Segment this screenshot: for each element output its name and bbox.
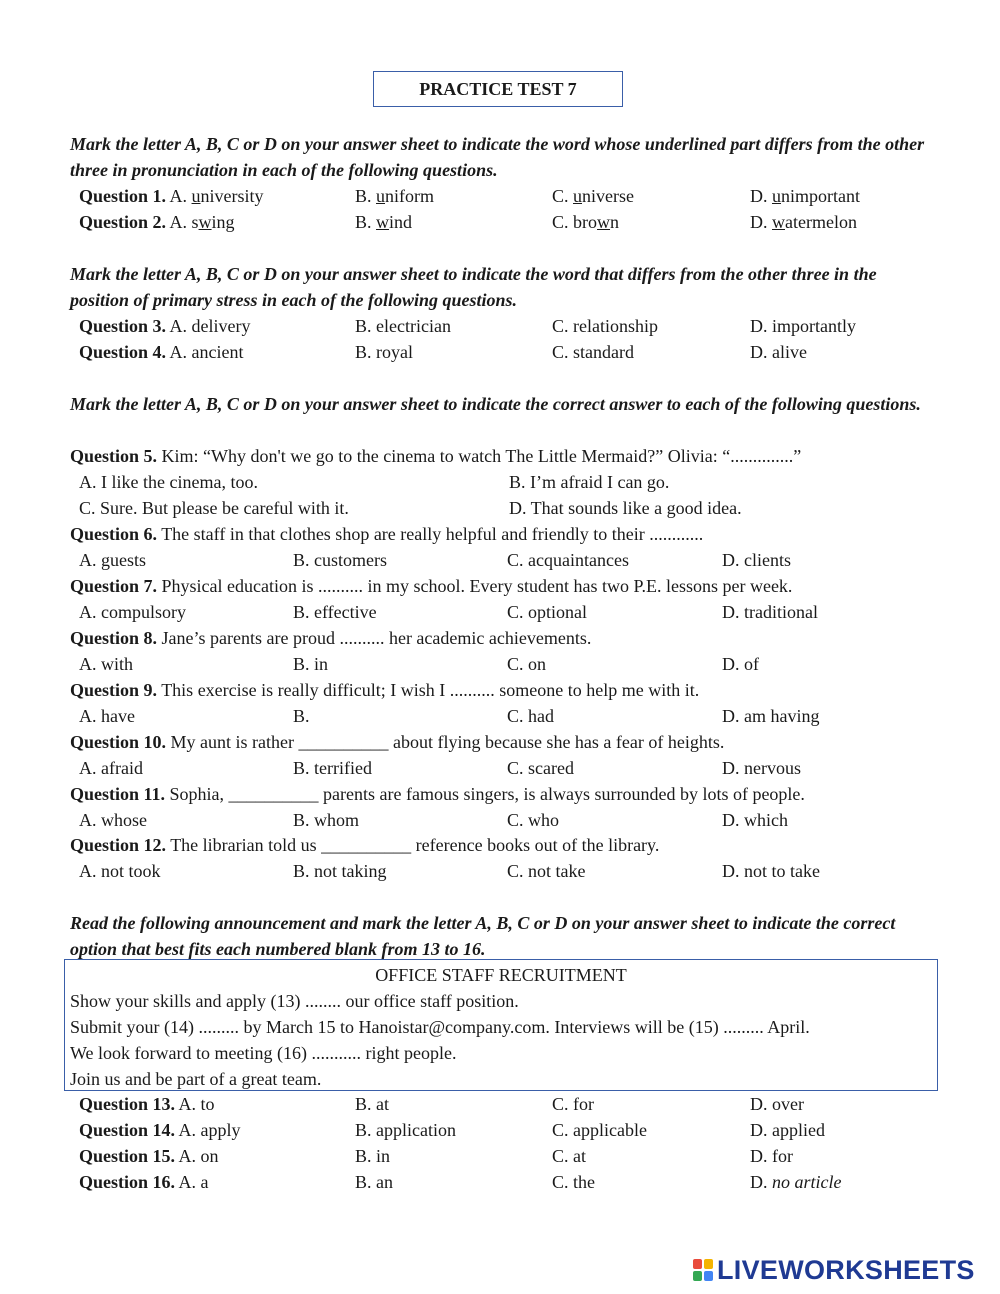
option-b[interactable]: B. electrician (355, 316, 451, 336)
option-a[interactable]: A. whose (79, 810, 147, 830)
option-a[interactable]: A. have (79, 706, 135, 726)
section4-instruction: Read the following announcement and mark the letter A, B, C or D on your answer sheet to indicate the correct option that best fits each numbered blank from 13 to 16. (70, 913, 896, 959)
option-c[interactable]: C. not take (507, 861, 586, 881)
question-label: Question 2. (79, 212, 167, 232)
announcement-title: OFFICE STAFF RECRUITMENT (375, 965, 627, 985)
option-b[interactable]: B. customers (293, 550, 387, 570)
option-b[interactable]: B. terrified (293, 758, 372, 778)
option-d[interactable]: D. over (750, 1094, 804, 1114)
announcement-line: Submit your (14) ......... by March 15 to Hanoistar@company.com. Interviews will be (15) ......... April. (70, 1017, 810, 1037)
option-a[interactable]: A. compulsory (79, 602, 186, 622)
option-d[interactable]: D. applied (750, 1120, 825, 1140)
option-d[interactable]: D. clients (722, 550, 791, 570)
section1-instruction: Mark the letter A, B, C or D on your answer sheet to indicate the word whose underlined part differs from the other three in pronunciation in each of the following questions. (70, 134, 925, 180)
option-c[interactable]: C. for (552, 1094, 594, 1114)
option-c[interactable]: C. Sure. But please be careful with it. (79, 498, 349, 518)
option-c[interactable]: C. at (552, 1146, 586, 1166)
question-stem-12: Question 12. The librarian told us __________ reference books out of the library. (70, 835, 660, 855)
liveworksheets-logo (693, 1255, 975, 1285)
option-b[interactable]: B. in (355, 1146, 391, 1166)
option-b[interactable]: B. application (355, 1120, 456, 1140)
option-d[interactable]: D. nervous (722, 758, 801, 778)
option-a[interactable]: A. on (178, 1146, 219, 1166)
option-b[interactable]: B. in (293, 654, 329, 674)
section3-instruction: Mark the letter A, B, C or D on your answer sheet to indicate the correct answer to each of the following questions. (70, 394, 921, 414)
option-d[interactable]: D. importantly (750, 316, 856, 336)
option-a[interactable]: A. I like the cinema, too. (79, 472, 258, 492)
question-stem-8: Question 8. Jane’s parents are proud .......... her academic achievements. (70, 628, 592, 648)
option-b[interactable]: B. an (355, 1172, 393, 1192)
question-label: Question 3. (79, 316, 167, 336)
question-stem-9: Question 9. This exercise is really difficult; I wish I .......... someone to help me with it. (70, 680, 700, 700)
option-b[interactable]: B. (293, 706, 310, 726)
option-b[interactable]: B. uniform (355, 186, 435, 206)
question-label: Question 1. (79, 186, 167, 206)
question-stem-5: Question 5. Kim: “Why don't we go to the cinema to watch The Little Mermaid?” Olivia: “..............” (70, 446, 802, 466)
option-a[interactable]: A. afraid (79, 758, 143, 778)
announcement-line: Show your skills and apply (13) ........ our office staff position. (70, 991, 519, 1011)
question-label: Question 13. (79, 1094, 176, 1114)
liveworksheets-logo-text: LIVEWORKSHEETS (717, 1254, 975, 1285)
announcement-line: Join us and be part of a great team. (70, 1069, 322, 1089)
option-d[interactable]: D. alive (750, 342, 807, 362)
section2-instruction: Mark the letter A, B, C or D on your answer sheet to indicate the word that differs from the other three in the position of primary stress in each of the following questions. (70, 264, 877, 310)
option-a[interactable]: A. not took (79, 861, 161, 881)
option-d[interactable]: D. of (722, 654, 759, 674)
question-label: Question 14. (79, 1120, 176, 1140)
option-a[interactable]: A. guests (79, 550, 146, 570)
question-stem-11: Question 11. Sophia, __________ parents are famous singers, is always surrounded by lots of people. (70, 784, 805, 804)
option-c[interactable]: C. brown (552, 212, 620, 232)
question-label: Question 16. (79, 1172, 176, 1192)
option-d[interactable]: D. not to take (722, 861, 820, 881)
worksheet-page: PRACTICE TEST 7 Mark the letter A, B, C or D on your answer sheet to indicate the word whose underlined part differs from the other three in pronunciation in each of the following questions. Question 1. A. university B. uniform C. universe D. unimportant Question 2. A. swing B. wind C. brown D. watermelon Mark the letter A, B, C or D on your answer sheet to indicate the word that differs from the other three in the position of primary stress in each of the following questions. Question 3. A. delivery B. electrician C. relationship D. importantly Question 4. A. ancient B. royal C. standard D. alive Mark the letter A, B, C or D on your answer sheet to indicate the correct answer to each of the following questions. Question 5. Kim: “Why don't we go to the cinema to watch The Little Mermaid?” Olivia: “..............” A. I like the cinema, too. B. I’m afraid I can go. C. Sure. But please be careful with it. D. That sounds like a good idea. Question 6. The staff in that clothes shop are really helpful and friendly to their ............ A. guests B. customers C. acquaintances D. clients Question 7. Physical education is .......... in my school. Every student has two P.E. lessons per week. A. compulsory B. effective C. optional D. traditional Question 8. Jane’s parents are proud .......... her academic achievements. A. with B. in C. on D. of Question 9. This exercise is really difficult; I wish I .......... someone to help me with it. A. have B. C. had D. am having Question 10. My aunt is rather __________ about flying because she has a fear of heights. A. afraid B. terrified C. scared D. nervous Question 11. Sophia, __________ parents are famous singers, is always surrounded by lots of people. A. whose B. whom C. who D. which Question 12. The librarian told us __________ reference books out of the library. A. not took B. not taking C. not take D. not to take Read the following announcement and mark the letter A, B, C or D on your answer sheet to indicate the correct option that best fits each numbered blank from 13 to 16. OFFICE STAFF RECRUITMENT Show your skills and apply (13) ........ our office staff position. Submit your (14) ......... by March 15 to Hanoistar@company.com. Interviews will be (15) ......... April. We look forward to meeting (16) ........... right people. Join us and be part of a great team. Question 13. A. to B. at C. for D. over Question 14. A. apply B. application C. applicable D. applied Question 15. A. on B. in C. at D. for Question 16. A. a B. an C. the D. no article LIVEWORKSHEETS (0, 0, 1000, 1294)
announcement-line: We look forward to meeting (16) ........... right people. (70, 1043, 457, 1063)
option-c[interactable]: C. universe (552, 186, 634, 206)
option-a[interactable]: A. to (178, 1094, 215, 1114)
option-d[interactable]: D. am having (722, 706, 820, 726)
page-title: PRACTICE TEST 7 (373, 71, 623, 107)
option-c[interactable]: C. on (507, 654, 547, 674)
option-b[interactable]: B. royal (355, 342, 413, 362)
option-a[interactable]: A. a (178, 1172, 209, 1192)
option-a[interactable]: A. with (79, 654, 133, 674)
liveworksheets-logo-icon (693, 1259, 713, 1281)
option-b[interactable]: B. I’m afraid I can go. (509, 472, 670, 492)
option-c[interactable]: C. acquaintances (507, 550, 629, 570)
option-b[interactable]: B. wind (355, 212, 413, 232)
option-d[interactable]: D. That sounds like a good idea. (509, 498, 742, 518)
option-a[interactable]: A. ancient (169, 342, 244, 362)
option-c[interactable]: C. optional (507, 602, 587, 622)
option-b[interactable]: B. at (355, 1094, 389, 1114)
option-a[interactable]: A. delivery (169, 316, 251, 336)
option-d[interactable]: D. which (722, 810, 788, 830)
option-b[interactable]: B. whom (293, 810, 360, 830)
option-c[interactable]: C. applicable (552, 1120, 647, 1140)
option-c[interactable]: C. standard (552, 342, 634, 362)
question-label: Question 15. (79, 1146, 176, 1166)
option-d[interactable]: D. for (750, 1146, 793, 1166)
option-c[interactable]: C. scared (507, 758, 574, 778)
option-c[interactable]: C. the (552, 1172, 595, 1192)
question-label: Question 4. (79, 342, 167, 362)
question-stem-7: Question 7. Physical education is .......... in my school. Every student has two P.E. lessons per week. (70, 576, 793, 596)
option-c[interactable]: C. who (507, 810, 560, 830)
option-c[interactable]: C. relationship (552, 316, 658, 336)
option-d[interactable]: D. traditional (722, 602, 818, 622)
option-c[interactable]: C. had (507, 706, 554, 726)
announcement-box (64, 959, 938, 1091)
option-d[interactable]: D. unimportant (750, 186, 860, 206)
option-d[interactable]: D. no article (750, 1172, 842, 1192)
option-b[interactable]: B. not taking (293, 861, 387, 881)
option-a[interactable]: A. apply (178, 1120, 241, 1140)
question-stem-6: Question 6. The staff in that clothes shop are really helpful and friendly to their ............ (70, 524, 704, 544)
option-b[interactable]: B. effective (293, 602, 377, 622)
question-stem-10: Question 10. My aunt is rather __________ about flying because she has a fear of heights. (70, 732, 725, 752)
option-d[interactable]: D. watermelon (750, 212, 857, 232)
